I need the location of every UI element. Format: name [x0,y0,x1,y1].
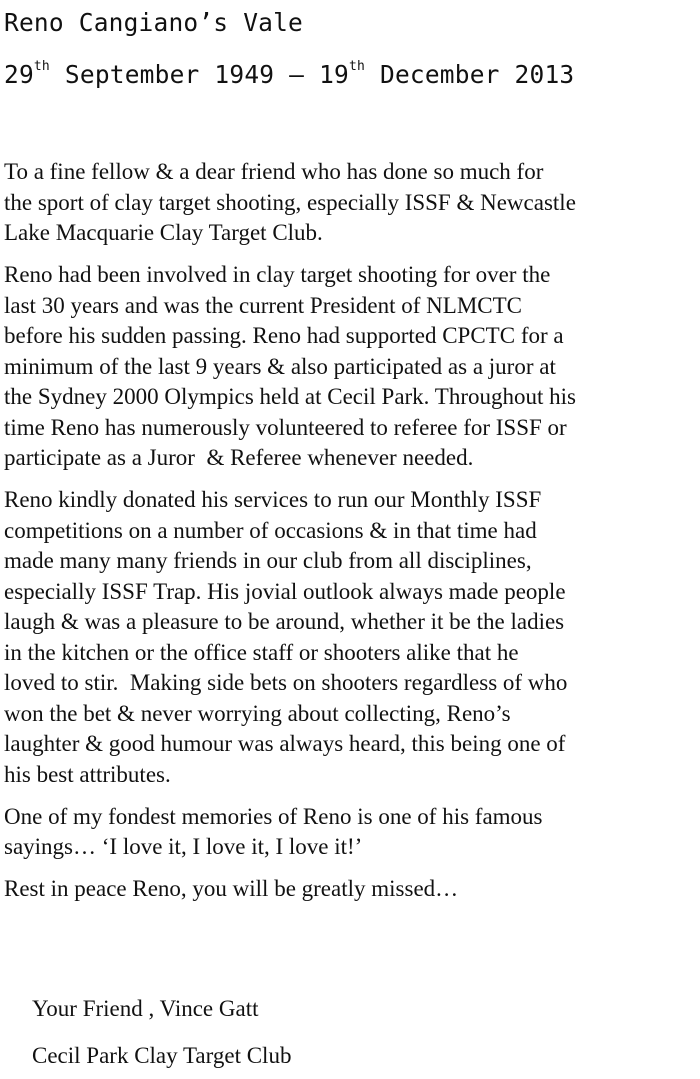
text-line: Reno kindly donated his services to run our Monthly ISSF [4,487,542,512]
text-line: laughter & good humour was always heard, this being one of [4,731,566,756]
death-day: 19 [319,60,349,89]
death-suffix: th [348,58,366,74]
page-title: Reno Cangiano’s Vale [4,8,304,37]
paragraph [4,802,694,863]
text-line: made many many friends in our club from all disciplines, [4,548,532,573]
text-line: especially ISSF Trap. His jovial outlook always made people [4,578,566,604]
paragraph [4,260,694,474]
text-line: One of my fondest memories of Reno is one of his famous [4,803,543,829]
paragraph [4,485,694,790]
text-line: his best attributes. [4,761,171,787]
text-line: before his sudden passing. Reno had supported CPCTC for a [4,323,564,348]
text-line: minimum of the last 9 years & also participated as a juror at [4,353,556,379]
birth-suffix: th [33,58,50,74]
text-line: loved to stir. Making side bets on shooters regardless of who [4,670,568,695]
text-line: in the kitchen or the office staff or shooters alike that he [4,639,519,665]
text-line: time Reno has numerously volunteered to referee for ISSF or [4,414,567,440]
text-line: competitions on a number of occasions & in that time had [4,517,537,543]
body-text [4,157,694,916]
birth-rest: September 1949 – [49,60,320,89]
paragraph [4,157,694,249]
text-line: the Sydney 2000 Olympics held at Cecil Park. Throughout his [4,384,576,409]
text-line: participate as a Juror & Referee whenever needed. [4,445,474,470]
text-line: won the bet & never worrying about collecting, Reno’s [4,700,511,726]
signoff [32,985,291,1079]
text-line: sayings… ‘I love it, I love it, I love it!’ [4,834,363,859]
paragraph [4,874,694,905]
text-line: Rest in peace Reno, you will be greatly missed… [4,876,459,901]
birth-day: 29 [4,60,34,89]
date-range [4,56,574,94]
text-line: To a fine fellow & a dear friend who has done so much for [4,159,544,184]
text-line: Reno had been involved in clay target shooting for over the [4,262,551,287]
text-line: laugh & was a pleasure to be around, whether it be the ladies [4,609,565,634]
text-line: Lake Macquarie Clay Target Club. [4,220,323,245]
text-line: last 30 years and was the current President of NLMCTC [4,292,523,318]
signoff-club: Cecil Park Clay Target Club [32,1043,292,1068]
death-rest: December 2013 [365,60,575,89]
text-line: the sport of clay target shooting, especially ISSF & Newcastle [4,189,576,215]
signoff-friend: Your Friend , Vince Gatt [32,996,259,1021]
